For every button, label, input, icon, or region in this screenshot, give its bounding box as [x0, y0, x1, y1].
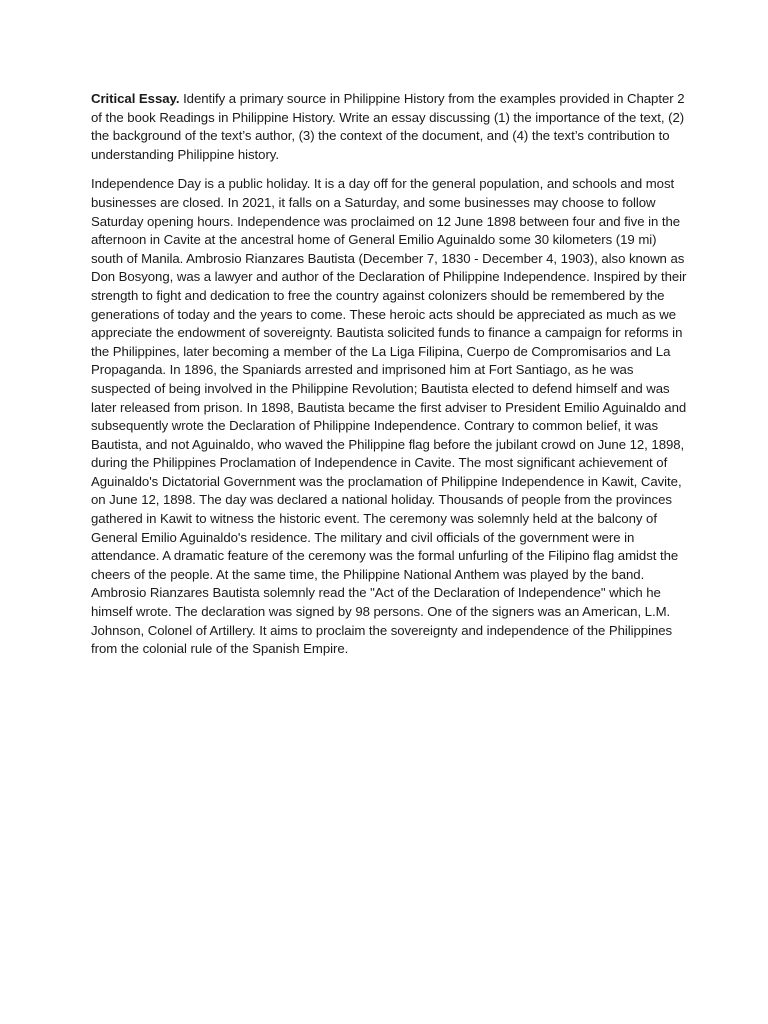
prompt-label: Critical Essay. — [91, 91, 180, 106]
document-content — [91, 90, 691, 659]
prompt-text: Identify a primary source in Philippine History from the examples provided in Chapter 2 of the book Readings in Philippine History. Write an essay discussing (1) the importance of the text, (2) the background of the text’s author, (3) the context of the document, and (4) the text’s contribution to understanding Philippine history. — [91, 91, 685, 162]
essay-prompt — [91, 90, 691, 164]
essay-body: Independence Day is a public holiday. It is a day off for the general population, and schools and most businesses are closed. In 2021, it falls on a Saturday, and some businesses may choose to follow Saturday opening hours. Independence was proclaimed on 12 June 1898 between four and five in the afternoon in Cavite at the ancestral home of General Emilio Aguinaldo some 30 kilometers (19 mi) south of Manila. Ambrosio Rianzares Bautista (December 7, 1830 - December 4, 1903), also known as Don Bosyong, was a lawyer and author of the Declaration of Philippine Independence. Inspired by their strength to fight and dedication to free the country against colonizers should be remembered by the generations of today and the years to come. These heroic acts should be appreciated as much as we appreciate the endowment of sovereignty. Bautista solicited funds to finance a campaign for reforms in the Philippines, later becoming a member of the La Liga Filipina, Cuerpo de Compromisarios and La Propaganda. In 1896, the Spaniards arrested and imprisoned him at Fort Santiago, as he was suspected of being involved in the Philippine Revolution; Bautista elected to defend himself and was later released from prison. In 1898, Bautista became the first adviser to President Emilio Aguinaldo and subsequently wrote the Declaration of Philippine Independence. Contrary to common belief, it was Bautista, and not Aguinaldo, who waved the Philippine flag before the jubilant crowd on June 12, 1898, during the Philippines Proclamation of Independence in Cavite. The most significant achievement of Aguinaldo's Dictatorial Government was the proclamation of Philippine Independence in Kawit, Cavite, on June 12, 1898. The day was declared a national holiday. Thousands of people from the provinces gathered in Kawit to witness the historic event. The ceremony was solemnly held at the balcony of General Emilio Aguinaldo's residence. The military and civil officials of the government were in attendance. A dramatic feature of the ceremony was the formal unfurling of the Filipino flag amidst the cheers of the people. At the same time, the Philippine National Anthem was played by the band. Ambrosio Rianzares Bautista solemnly read the "Act of the Declaration of Independence" which he himself wrote. The declaration was signed by 98 persons. One of the signers was an American, L.M. Johnson, Colonel of Artillery. It aims to proclaim the sovereignty and independence of the Philippines from the colonial rule of the Spanish Empire. — [91, 176, 687, 657]
